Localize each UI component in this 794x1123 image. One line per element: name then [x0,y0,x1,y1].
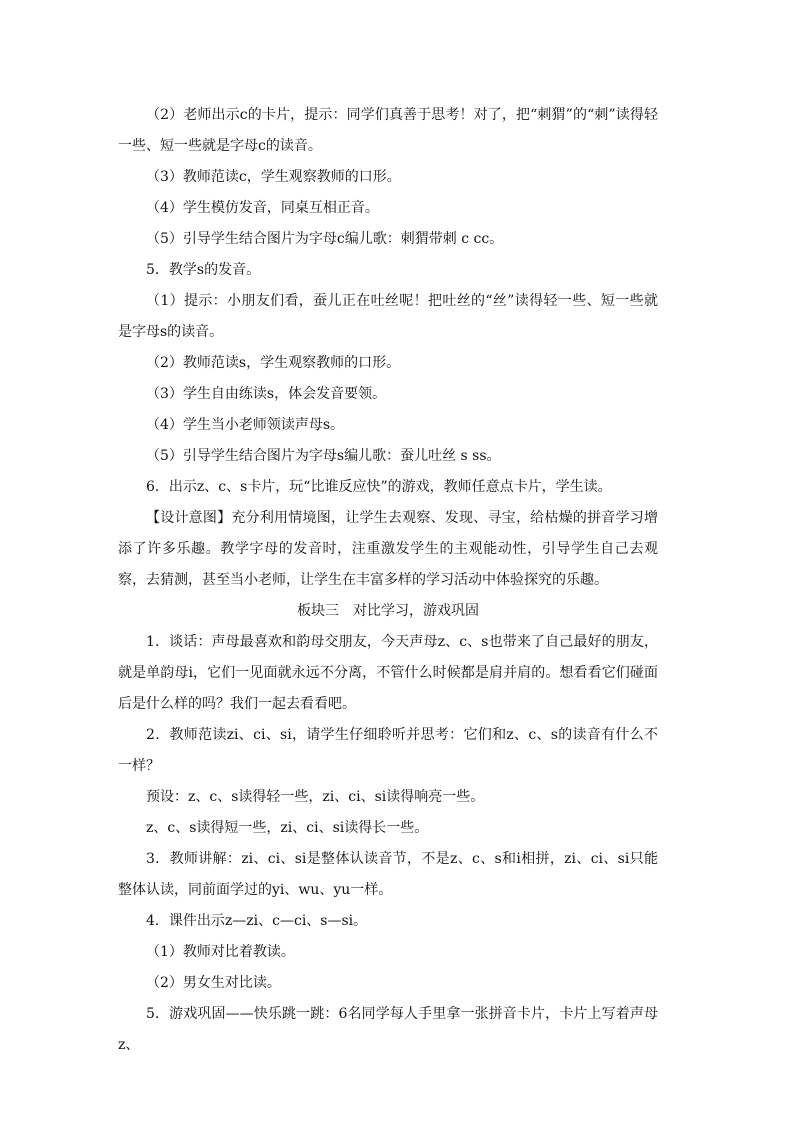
paragraph: （2）教师范读s，学生观察教师的口形。 [146,355,401,371]
paragraph: z、c、s读得短一些，zi、ci、si读得长一些。 [146,820,429,836]
paragraph: （1）提示：小朋友们看，蚕儿正在吐丝呢！把吐丝的“丝”读得轻一些、短一些就是字母s的读音。 [118,293,658,340]
paragraph: （2）男女生对比读。 [146,975,281,991]
paragraph: （5）引导学生结合图片为字母s编儿歌：蚕儿吐丝 s ss。 [146,448,501,464]
paragraph: （4）学生当小老师领读声母s。 [146,417,345,433]
paragraph: （3）教师范读c，学生观察教师的口形。 [146,169,401,185]
paragraph: 4．课件出示z—zi、c—ci、s—si。 [146,913,368,929]
paragraph: 2．教师范读zi、ci、si，请学生仔细聆听并思考：它们和z、c、s的读音有什么不一样？ [118,727,658,774]
paragraph: （1）教师对比着教读。 [146,944,295,960]
design-intent-paragraph: 【设计意图】充分利用情境图，让学生去观察、发现、寻宝，给枯燥的拼音学习增添了许多乐趣。教学字母的发音时，注重激发学生的主观能动性，引导学生自己去观察，去猜测，甚至当小老师，让学生在丰富多样的学习活动中体验探究的乐趣。 [118,510,658,588]
paragraph: 1．谈话：声母最喜欢和韵母交朋友，今天声母z、c、s也带来了自己最好的朋友，就是单韵母i，它们一见面就永远不分离，不管什么时候都是肩并肩的。想看看它们碰面后是什么样的吗？我们一起去看看吧。 [118,634,658,712]
document-body [118,100,658,1061]
paragraph: 5．游戏巩固——快乐跳一跳：6名同学每人手里拿一张拼音卡片，卡片上写着声母z、 [118,1006,658,1053]
paragraph: 3．教师讲解：zi、ci、si是整体认读音节，不是z、c、s和i相拼，zi、ci、si只能整体认读，同前面学过的yi、wu、yu一样。 [118,851,658,898]
paragraph: （3）学生自由练读s，体会发音要领。 [146,386,387,402]
paragraph: 6．出示z、c、s卡片，玩“比谁反应快”的游戏，教师任意点卡片，学生读。 [146,479,612,495]
paragraph: （4）学生模仿发音，同桌互相正音。 [146,200,379,216]
paragraph: 5．教学s的发音。 [146,262,261,278]
paragraph: 预设：z、c、s读得轻一些，zi、ci、si读得响亮一些。 [146,789,485,805]
paragraph: （5）引导学生结合图片为字母c编儿歌：刺猬带刺 c cc。 [146,231,504,247]
paragraph: （2）老师出示c的卡片，提示：同学们真善于思考！对了，把“刺猬”的“刺”读得轻一些、短一些就是字母c的读音。 [118,107,658,154]
section-heading: 板块三 对比学习，游戏巩固 [297,603,479,619]
